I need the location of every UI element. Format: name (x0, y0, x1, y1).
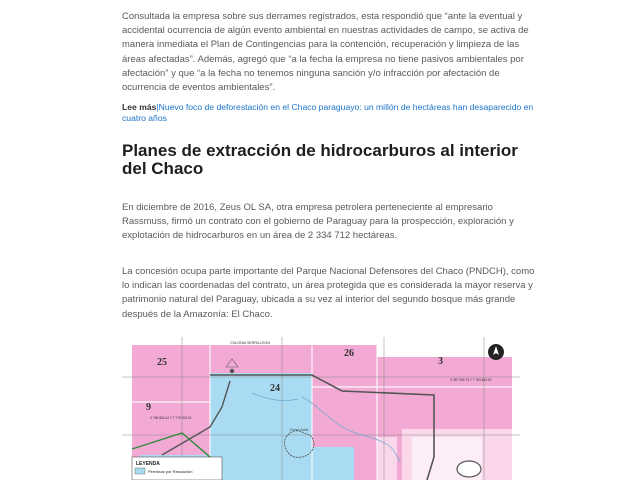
hill-label: Cerro León (290, 427, 309, 432)
article-paragraph: Consultada la empresa sobre sus derrames registrados, esta respondió que “ante la eventual y accidental ocurrencia de algún evento ambiental en nuestras actividades de campo, se activa de manera inmediata el Plan de Contingencias para la contención, recuperación y limpieza de las áreas afectadas”. Además, agregó que “a la fecha la empresa no tiene pasivos ambientales por afectación” y que “a la fecha no tenemos ninguna sanción y/o infracción por afectación de ocurrencia de eventos ambientales”. (122, 11, 529, 94)
block-label-26: 26 (344, 348, 354, 359)
concession-map (122, 337, 520, 480)
block-label-3: 3 (438, 356, 443, 367)
read-more-link[interactable]: Nuevo foco de deforestación en el Chaco paraguayo: un millón de hectáreas han desaparecido en cuatro años (122, 102, 534, 123)
section-heading: Planes de extracción de hidrocarburos al interior del Chaco (122, 141, 518, 178)
block-label-25: 25 (157, 357, 167, 368)
block-label-24: 24 (270, 383, 280, 394)
article-paragraph: En diciembre de 2016, Zeus OL SA, otra empresa petrolera perteneciente al empresario Rassmuss, firmó un contrato con el gobierno de Paraguay para la prospección, exploración y explotación de hidrocarburos en un área de 2 334 712 hectáreas. (122, 202, 514, 242)
legend-title: LEYENDA (136, 461, 160, 467)
read-more-label: Lee más (122, 102, 157, 112)
coord-label: X 457 996.76 Y 7 780 863.40 (450, 378, 492, 382)
read-more (122, 102, 542, 123)
concession-map-image (122, 337, 520, 480)
legend-item: Permisos por Resolución (148, 469, 193, 474)
block-label-9: 9 (146, 402, 151, 413)
coord-label: X 786 864.42 Y 7 778 293.02 (150, 416, 192, 420)
read-more-separator: | (156, 102, 159, 112)
article-paragraph: La concesión ocupa parte importante del Parque Nacional Defensores del Chaco (PNDCH), como lo indican las coordenadas del contrato, un área protegida que es considerada la mayor reserva y patrimonio natural del Paraguay, ubicada a su vez al interior del segundo bosque más grande después de la Amazonía: El Chaco. (122, 266, 535, 320)
place-label: COLONIA SERRA LEON (230, 341, 270, 345)
